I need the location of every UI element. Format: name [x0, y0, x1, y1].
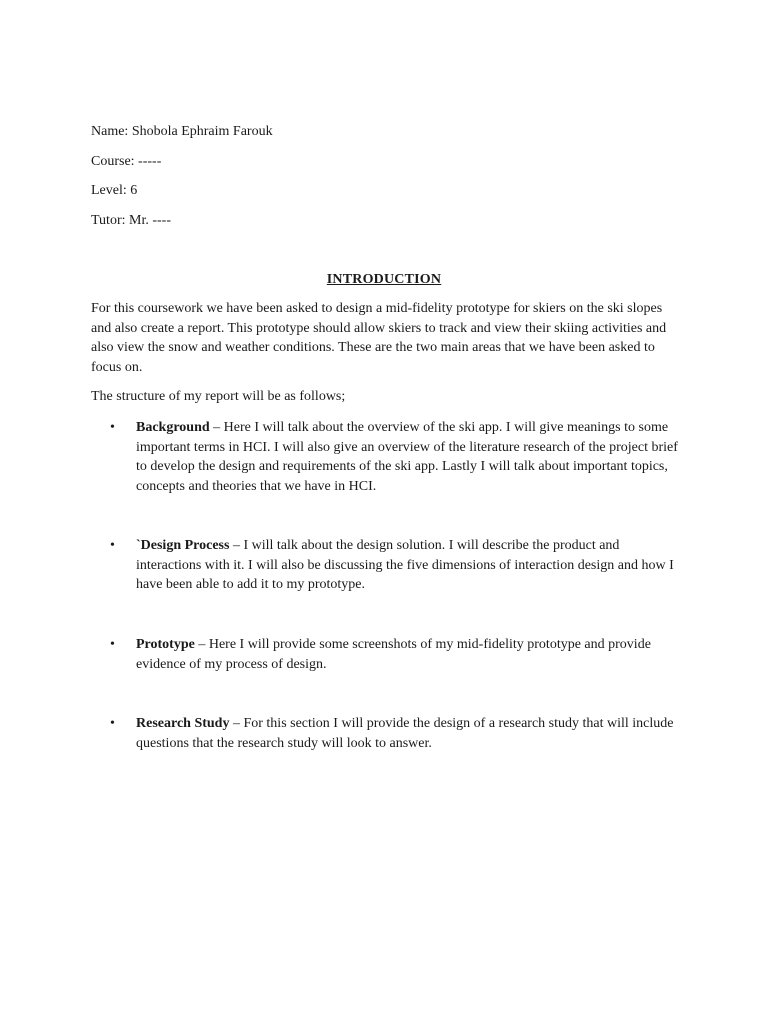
level-field: Level: 6 — [91, 183, 138, 198]
list-item-title: Research Study — [136, 716, 230, 731]
bullet-icon: • — [110, 637, 115, 652]
student-name: Name: Shobola Ephraim Farouk — [91, 124, 273, 139]
bullet-icon: • — [110, 716, 115, 731]
list-item-title: Background — [136, 420, 210, 435]
structure-intro: The structure of my report will be as follows; — [91, 389, 346, 404]
list-item-body: – I will talk about the design solution. I will describe the product and interactions with it. I will also be discussing the five dimensions of interaction design and how I have been able to add it to my prototype. — [136, 538, 674, 592]
list-item-text — [136, 714, 684, 753]
section-heading: INTRODUCTION — [326, 272, 442, 287]
list-item-body: – For this section I will provide the design of a research study that will include questions that the research study will look to answer. — [136, 716, 674, 751]
list-item-title: `Design Process — [136, 538, 230, 553]
list-item-text — [136, 418, 684, 496]
course-field: Course: ----- — [91, 154, 162, 169]
bullet-icon: • — [110, 538, 115, 553]
list-item-title: Prototype — [136, 637, 195, 652]
intro-paragraph: For this coursework we have been asked to design a mid-fidelity prototype for skiers on the ski slopes and also create a report. This prototype should allow skiers to track and view their skiing activities and also view the snow and weather conditions. These are the two main areas that we have been asked to focus on. — [91, 301, 667, 375]
list-item-body: – Here I will talk about the overview of the ski app. I will give meanings to some important terms in HCI. I will also give an overview of the literature research of the project brief to develop the design and requirements of the ski app. Lastly I will talk about important topics, concepts and theories that we have in HCI. — [136, 420, 678, 494]
list-item-text — [136, 536, 684, 595]
tutor-field: Tutor: Mr. ---- — [91, 213, 171, 228]
bullet-icon: • — [110, 420, 115, 435]
list-item-text — [136, 635, 684, 674]
list-item-body: – Here I will provide some screenshots of my mid-fidelity prototype and provide evidence of my process of design. — [136, 637, 651, 672]
